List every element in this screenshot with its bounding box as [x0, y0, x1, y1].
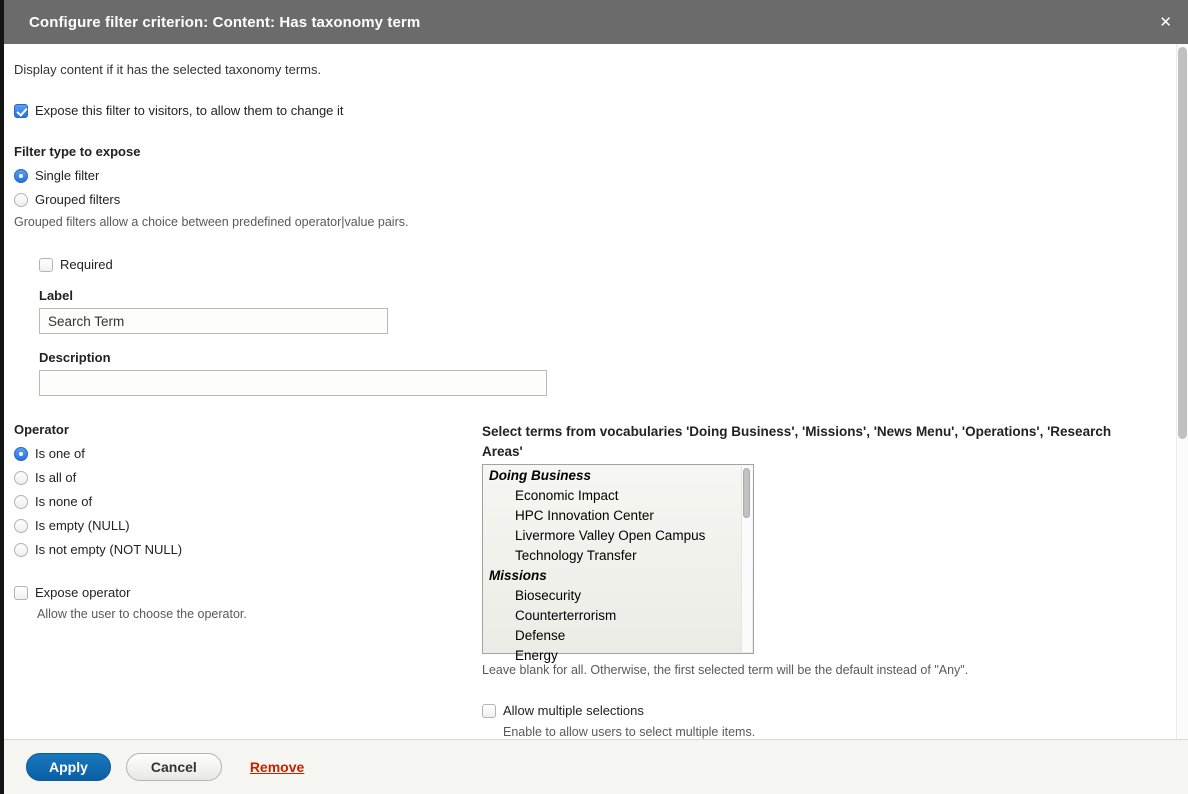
is-none-of-radio[interactable] — [14, 495, 28, 509]
description-field-label: Description — [39, 350, 111, 365]
is-none-of-label: Is none of — [35, 494, 93, 509]
expose-filter-checkbox-row[interactable] — [14, 103, 1162, 118]
allow-multiple-checkbox-row[interactable] — [482, 703, 1162, 718]
filter-type-option-single[interactable] — [14, 168, 1162, 183]
is-not-empty-label: Is not empty (NOT NULL) — [35, 542, 183, 557]
operator-option-is-one-of[interactable] — [14, 446, 482, 461]
allow-multiple-description: Enable to allow users to select multiple items. — [503, 725, 756, 739]
term-option[interactable]: Defense — [515, 628, 566, 643]
terms-column — [482, 422, 1162, 739]
configure-filter-modal — [4, 0, 1188, 775]
expose-operator-checkbox-row[interactable] — [14, 585, 482, 600]
optgroup-label: Doing Business — [489, 468, 592, 483]
term-option[interactable]: Technology Transfer — [515, 548, 637, 563]
single-filter-label: Single filter — [35, 168, 100, 183]
modal-body — [4, 44, 1188, 739]
operator-option-is-none-of[interactable] — [14, 494, 482, 509]
allow-multiple-checkbox[interactable] — [482, 704, 496, 718]
is-one-of-label: Is one of — [35, 446, 85, 461]
operator-option-is-not-empty[interactable] — [14, 542, 482, 557]
expose-filter-label: Expose this filter to visitors, to allow them to change it — [35, 103, 344, 118]
term-option[interactable]: HPC Innovation Center — [515, 508, 654, 523]
listbox-scrollbar-thumb[interactable] — [743, 468, 750, 518]
remove-link[interactable]: Remove — [249, 759, 305, 775]
cancel-button[interactable]: Cancel — [126, 753, 222, 781]
terms-label: Select terms from vocabularies 'Doing Business', 'Missions', 'News Menu', 'Operations', 'Research Areas' — [482, 424, 1112, 459]
required-label: Required — [60, 257, 113, 272]
required-checkbox-row[interactable] — [39, 257, 1162, 272]
intro-text: Display content if it has the selected taxonomy terms. — [14, 62, 322, 77]
term-option[interactable]: Livermore Valley Open Campus — [515, 528, 706, 543]
grouped-filters-label: Grouped filters — [35, 192, 121, 207]
grouped-filters-radio[interactable] — [14, 193, 28, 207]
term-option[interactable]: Biosecurity — [515, 588, 582, 603]
terms-listbox[interactable] — [482, 464, 754, 663]
expose-operator-description: Allow the user to choose the operator. — [37, 607, 247, 621]
expose-filter-checkbox[interactable] — [14, 104, 28, 118]
filter-type-label: Filter type to expose — [14, 144, 141, 159]
operator-label: Operator — [14, 422, 69, 437]
listbox-scrollbar[interactable] — [741, 466, 752, 652]
operator-option-is-empty[interactable] — [14, 518, 482, 533]
is-one-of-radio[interactable] — [14, 447, 28, 461]
optgroup-label: Missions — [489, 568, 547, 583]
modal-title: Configure filter criterion: Content: Has taxonomy term — [29, 13, 421, 31]
label-field-label: Label — [39, 288, 73, 303]
term-option[interactable]: Counterterrorism — [515, 608, 617, 623]
terms-listbox-options — [483, 466, 741, 666]
close-icon[interactable]: ✕ — [1159, 13, 1172, 31]
exposed-settings-group — [39, 257, 1162, 396]
term-option[interactable]: Energy — [515, 648, 558, 663]
term-option[interactable]: Economic Impact — [515, 488, 619, 503]
filter-type-description: Grouped filters allow a choice between predefined operator|value pairs. — [14, 215, 409, 229]
is-empty-label: Is empty (NULL) — [35, 518, 130, 533]
required-checkbox[interactable] — [39, 258, 53, 272]
modal-footer — [4, 739, 1188, 794]
modal-scrollbar[interactable] — [1176, 44, 1188, 739]
description-input[interactable] — [39, 370, 547, 396]
expose-operator-label: Expose operator — [35, 585, 131, 600]
operator-column — [14, 422, 482, 739]
terms-description: Leave blank for all. Otherwise, the first selected term will be the default instead of "Any". — [482, 663, 969, 677]
modal-header — [4, 0, 1188, 44]
apply-button[interactable]: Apply — [26, 753, 111, 781]
operator-option-is-all-of[interactable] — [14, 470, 482, 485]
is-all-of-radio[interactable] — [14, 471, 28, 485]
operator-and-terms-columns — [14, 422, 1162, 739]
is-not-empty-radio[interactable] — [14, 543, 28, 557]
is-empty-radio[interactable] — [14, 519, 28, 533]
modal-scrollbar-thumb[interactable] — [1178, 47, 1187, 439]
single-filter-radio[interactable] — [14, 169, 28, 183]
label-input[interactable] — [39, 308, 388, 334]
expose-operator-checkbox[interactable] — [14, 586, 28, 600]
allow-multiple-label: Allow multiple selections — [503, 703, 644, 718]
is-all-of-label: Is all of — [35, 470, 77, 485]
filter-type-option-grouped[interactable] — [14, 192, 1162, 207]
